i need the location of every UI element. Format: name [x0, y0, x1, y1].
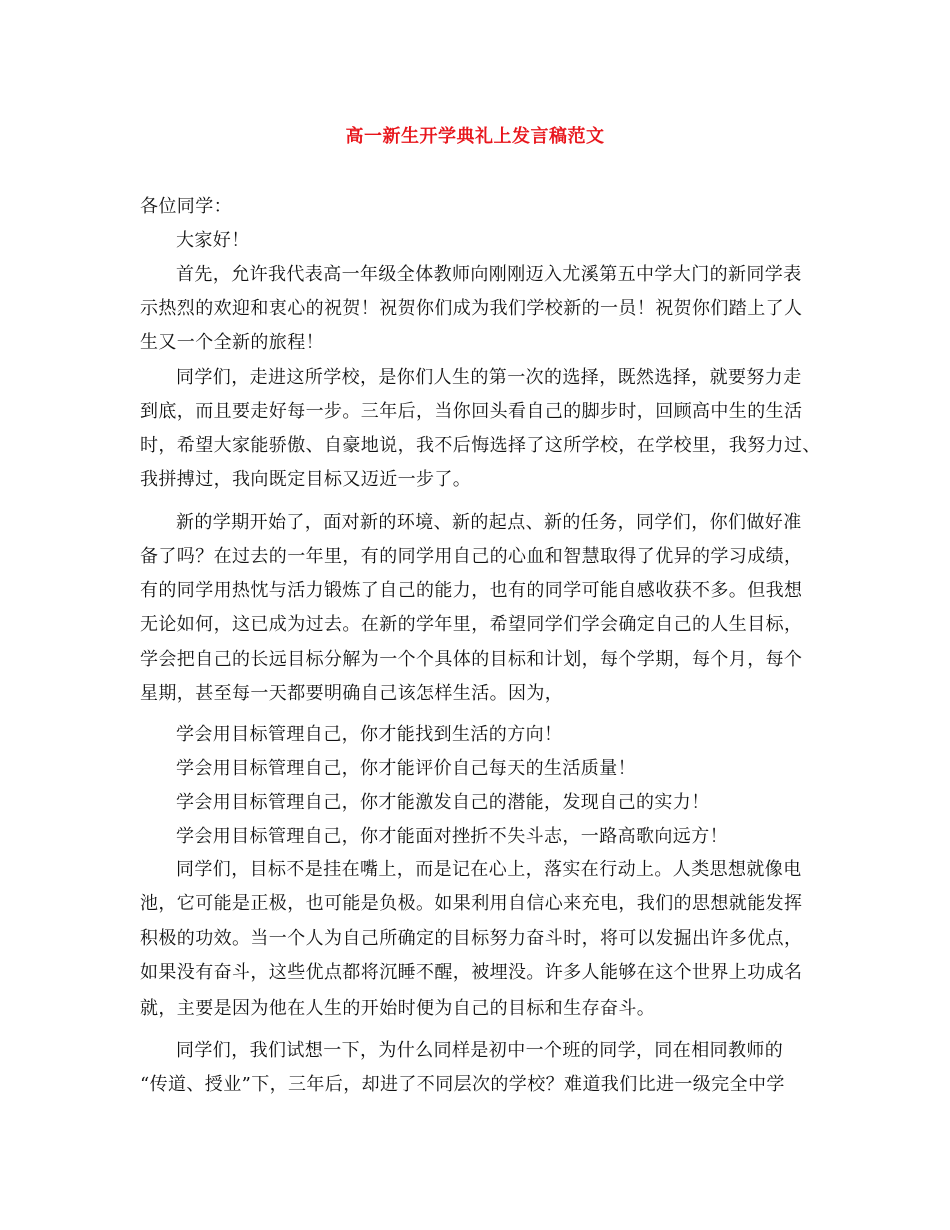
text-line: 备了吗？在过去的一年里，有的同学用自己的心血和智慧取得了优异的学习成绩，	[140, 546, 803, 567]
greeting: 大家好！	[176, 230, 250, 251]
text-line: 同学们，目标不是挂在嘴上，而是记在心上，落实在行动上。人类思想就像电	[176, 859, 802, 880]
text-line: 池，它可能是正极，也可能是负极。如果利用自信心来充电，我们的思想就能发挥	[140, 893, 803, 914]
text-line: 时，希望大家能骄傲、自豪地说，我不后悔选择了这所学校，在学校里，我努力过、	[140, 435, 821, 456]
text-line: 新的学期开始了，面对新的环境、新的起点、新的任务，同学们，你们做好准	[176, 512, 802, 533]
text-line: 星期，甚至每一天都要明确自己该怎样生活。因为，	[140, 683, 564, 704]
text-line: 到底，而且要走好每一步。三年后，当你回头看自己的脚步时，回顾高中生的生活	[140, 401, 803, 422]
salutation: 各位同学：	[140, 196, 232, 217]
text-line: 生又一个全新的旅程！	[140, 332, 324, 353]
text-line: 积极的功效。当一个人为自己所确定的目标努力奋斗时，将可以发掘出许多优点，	[140, 928, 803, 949]
text-line: 我拼搏过，我向既定目标又迈近一步了。	[140, 469, 472, 490]
text-line: 学会用目标管理自己，你才能面对挫折不失斗志，一路高歌向远方！	[176, 826, 728, 847]
text-line: 学会用目标管理自己，你才能找到生活的方向！	[176, 724, 563, 745]
text-line: 同学们，走进这所学校，是你们人生的第一次的选择，既然选择，就要努力走	[176, 367, 802, 388]
text-line: 无论如何，这已成为过去。在新的学年里，希望同学们学会确定自己的人生目标，	[140, 614, 803, 635]
text-line: 如果没有奋斗，这些优点都将沉睡不醒，被埋没。许多人能够在这个世界上功成名	[140, 962, 803, 983]
text-line: 学会用目标管理自己，你才能评价自己每天的生活质量！	[176, 758, 636, 779]
document-title: 高一新生开学典礼上发言稿范文	[345, 126, 605, 147]
text-line: 学会用目标管理自己，你才能激发自己的潜能，发现自己的实力！	[176, 792, 710, 813]
text-line: 学会把自己的长远目标分解为一个个具体的目标和计划，每个学期，每个月，每个	[140, 649, 803, 670]
text-line: 首先，允许我代表高一年级全体教师向刚刚迈入尤溪第五中学大门的新同学表	[176, 264, 802, 285]
text-line: 同学们，我们试想一下，为什么同样是初中一个班的同学，同在相同教师的	[176, 1040, 784, 1061]
text-line: 示热烈的欢迎和衷心的祝贺！祝贺你们成为我们学校新的一员！祝贺你们踏上了人	[140, 298, 803, 319]
text-line: 就，主要是因为他在人生的开始时便为自己的目标和生存奋斗。	[140, 998, 656, 1019]
text-line: 有的同学用热忱与活力锻炼了自己的能力，也有的同学可能自感收获不多。但我想	[140, 580, 803, 601]
text-line: “传道、授业”下，三年后，却进了不同层次的学校？难道我们比进一级完全中学	[140, 1074, 785, 1095]
